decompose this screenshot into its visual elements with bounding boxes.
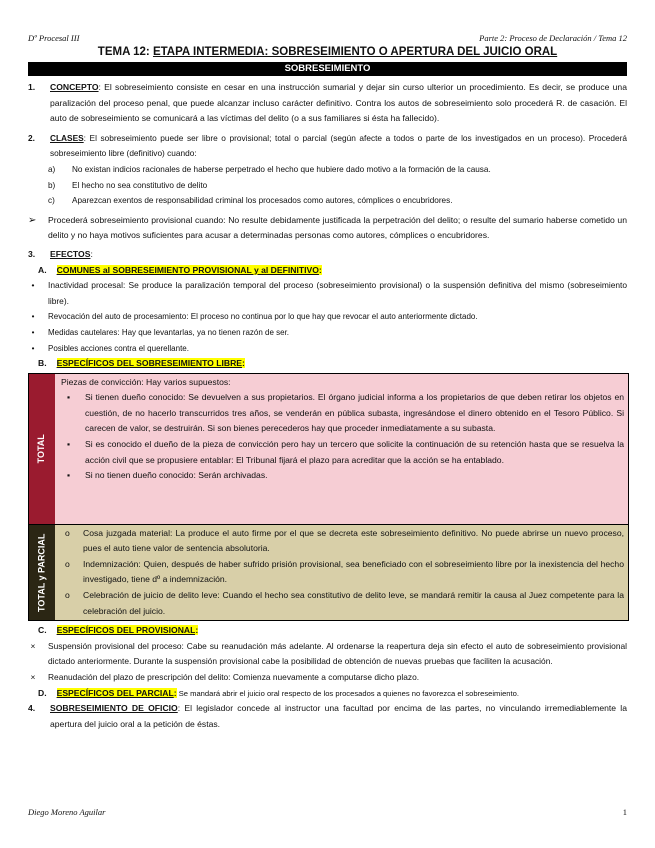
subsection-letter: D. [38, 687, 47, 698]
total-box [28, 373, 629, 525]
header-left: Dº Procesal III [28, 33, 80, 43]
item-text: Indemnización: Quien, después de haber sufrido prisión provisional, sea beneficiado con el sobreseimiento libre por la inexistencia del hecho investigado, tiene dº a indemnización. [83, 558, 624, 585]
provisional-text: Procederá sobreseimiento provisional cuando: No resulte debidamente justificada la perpetración del delito; o resulte del sumario haberse cometido un delito y no haya motivos suficientes para acusar a determinadas personas como autores, cómplices o encubridores. [48, 214, 627, 241]
section-band: SOBRESEIMIENTO [28, 62, 627, 76]
section-number: 2. [28, 132, 35, 143]
total-side-label: TOTAL [29, 374, 55, 524]
section-label: CLASES [50, 132, 84, 143]
item-text: Aparezcan exentos de responsabilidad criminal los procesados como autores, cómplices o encubridores. [72, 196, 453, 206]
subsection-c: C. ESPECÍFICOS DEL PROVISIONAL: [28, 623, 627, 639]
list-item [28, 193, 627, 209]
subsection-d: D. ESPECÍFICOS DEL PARCIAL: Se mandará abrir el juicio oral respecto de los procesados a quienes no favorezca el sobreseimiento. [28, 686, 627, 702]
page-title [0, 46, 655, 58]
total-intro: Piezas de convicción: Hay varios supuestos: [61, 376, 231, 387]
list-item [28, 178, 627, 194]
item-text: Inactividad procesal: Se produce la paralización temporal del proceso (sobreseimiento provisional) o la suspensión definitiva del mismo (sobreseimiento libre). [48, 280, 627, 306]
item-text: No existan indicios racionales de haberse perpetrado el hecho que hubiere dado motivo a la formación de la causa. [72, 164, 491, 174]
title-main: ETAPA INTERMEDIA: SOBRESEIMIENTO O APERTURA DEL JUICIO ORAL [152, 46, 558, 58]
list-item: • Medidas cautelares: Hay que levantarlas, ya no tienen razón de ser. [28, 325, 627, 341]
item-text: Suspensión provisional del proceso: Cabe su reanudación más adelante. Al ordenarse la reapertura deja sin efecto el auto de sobreseimiento provisional dictado anteriormente. Durante la suspensión provisional cabe la posibilidad de obtención de nuevas pruebas que faciliten la acusación. [48, 640, 627, 667]
list-item: × Suspensión provisional del proceso: Cabe su reanudación más adelante. Al ordenarse la reapertura deja sin efecto el auto de sobreseimiento provisional dictado anteriormente. Durante la suspensión provisional cabe la posibilidad de obtención de nuevas pruebas que faciliten la acusación. [28, 639, 627, 670]
item-text: Celebración de juicio de delito leve: Cuando el hecho sea constitutivo de delito leve, se mandará remitir la causa al Juez competente para la celebración del juicio. [83, 590, 624, 616]
arrow-icon: ➢ [28, 214, 37, 226]
item-text: Si es conocido el dueño de la pieza de convicción pero hay un tercero que solicite la continuación de su retención hasta que se resuelva la acción civil que se propusiere entablar: El Tribunal fijará el plazo para acreditar que la acción se ha entablado. [85, 439, 624, 465]
document-body [28, 80, 627, 732]
list-item: o Celebración de juicio de delito leve: Cuando el hecho sea constitutivo de delito leve, se mandará remitir la causa al Juez competente para la celebración del juicio. [61, 588, 624, 619]
section-oficio [28, 701, 627, 732]
page-header [28, 33, 627, 43]
list-item: • Posibles acciones contra el querellante. [28, 341, 627, 357]
item-text: Cosa juzgada material: La produce el auto firme por el que se decreta este sobreseimiento definitivo. No puede abrirse un nuevo proceso, pues el auto tiene valor de sentencia absolutoria. [83, 527, 624, 554]
item-text: Posibles acciones contra el querellante. [48, 343, 189, 353]
item-text: Medidas cautelares: Hay que levantarlas, ya no tienen razón de ser. [48, 327, 290, 337]
section-text: : El legislador concede al instructor una facultad por encima de las partes, no vinculando irremediablemente la apertura del juicio oral a la petición de éstas. [50, 703, 628, 729]
subsection-label: COMUNES al SOBRESEIMIENTO PROVISIONAL y al DEFINITIVO [56, 264, 319, 275]
item-text: Revocación del auto de procesamiento: El proceso no continua por lo que hay que revocar el auto anteriormente dictado. [48, 312, 478, 322]
list-item: ▪ Si no tienen dueño conocido: Serán archivadas. [61, 468, 624, 484]
section-label: CONCEPTO [50, 82, 99, 92]
subsection-letter: B. [38, 358, 47, 369]
list-item: ▪ Si tienen dueño conocido: Se devuelven a sus propietarios. El órgano judicial informa a los propietarios de que deben retirar los objetos en cuestión, de no hacerlo transcurridos tres años, se venderán en pública subasta, ingresándose el dinero obtenido en el Tesoro Público. Si carecen de valor, se destruirán. Si son bienes perecederos hay que proceder inmediatamente a su subasta. [61, 390, 624, 437]
subsection-text: Se mandará abrir el juicio oral respecto de los procesados a quienes no favorezca el sobreseimiento. [176, 688, 519, 698]
subsection-label: ESPECÍFICOS DEL PARCIAL [56, 687, 174, 698]
section-label: EFECTOS [50, 248, 91, 259]
section-clases [28, 131, 627, 162]
list-item: × Reanudación del plazo de prescripción del delito: Comienza nuevamente a computarse dicho plazo. [28, 670, 627, 686]
subsection-b: B. ESPECÍFICOS DEL SOBRESEIMIENTO LIBRE: [28, 356, 627, 372]
item-letter: c) [48, 196, 55, 206]
item-letter: a) [48, 164, 56, 174]
item-text: Si no tienen dueño conocido: Serán archivadas. [85, 470, 268, 481]
list-item: o Cosa juzgada material: La produce el auto firme por el que se decreta este sobreseimiento definitivo. No puede abrirse un nuevo proceso, pues el auto tiene valor de sentencia absolutoria. [61, 526, 624, 557]
section-concepto [28, 80, 627, 127]
provisional-note [28, 213, 627, 244]
subsection-letter: C. [38, 625, 47, 636]
subsection-label: ESPECÍFICOS DEL SOBRESEIMIENTO LIBRE [56, 358, 243, 369]
section-text: : El sobreseimiento puede ser libre o provisional; total o parcial (según afecte a todos o parte de los investigados en un proceso). Procederá sobreseimiento libre (definitivo) cuando: [50, 132, 627, 159]
list-item: • Inactividad procesal: Se produce la paralización temporal del proceso (sobreseimiento provisional) o la suspensión definitiva del mismo (sobreseimiento libre). [28, 278, 627, 309]
item-text: Reanudación del plazo de prescripción del delito: Comienza nuevamente a computarse dicho plazo. [48, 672, 420, 683]
total-parcial-side-label: TOTAL y PARCIAL [29, 525, 55, 621]
subsection-letter: A. [38, 264, 47, 275]
section-number: 1. [28, 82, 36, 92]
list-item: ▪ Si es conocido el dueño de la pieza de convicción pero hay un tercero que solicite la continuación de su retención hasta que se resuelva la acción civil que se propusiere entablar: El Tribunal fijará el plazo para acreditar que la acción se ha entablado. [61, 437, 624, 468]
total-parcial-box [28, 525, 629, 622]
item-text: Si tienen dueño conocido: Se devuelven a sus propietarios. El órgano judicial informa a los propietarios de que deben retirar los objetos en cuestión, de no hacerlo transcurridos tres años, se venderán en pública subasta, ingresándose el dinero obtenido en el Tesoro Público. Si carecen de valor, se destruirán. Si son bienes perecederos hay que proceder inmediatamente a su subasta. [85, 392, 624, 434]
section-number: 3. [28, 248, 36, 259]
title-prefix: TEMA 12: [97, 46, 153, 58]
subsection-label: ESPECÍFICOS DEL PROVISIONAL [56, 625, 196, 636]
list-item: • Revocación del auto de procesamiento: El proceso no continua por lo que hay que revocar el auto anteriormente dictado. [28, 309, 627, 325]
section-colon: : [90, 248, 93, 259]
section-number: 4. [28, 703, 36, 714]
header-right: Parte 2: Proceso de Declaración / Tema 12 [479, 33, 627, 43]
list-item [28, 162, 627, 178]
subsection-a: A. COMUNES al SOBRESEIMIENTO PROVISIONAL y al DEFINITIVO: [28, 263, 627, 279]
page-footer [28, 807, 627, 817]
footer-author: Diego Moreno Aguilar [28, 807, 106, 817]
page-number: 1 [622, 807, 627, 817]
section-efectos [28, 247, 627, 263]
item-text: El hecho no sea constitutivo de delito [72, 180, 208, 190]
list-item: o Indemnización: Quien, después de haber sufrido prisión provisional, sea beneficiado con el sobreseimiento libre por la inexistencia del hecho investigado, tiene dº a indemnización. [61, 557, 624, 588]
section-text: : El sobreseimiento consiste en cesar en una instrucción sumarial y dejar sin curso ulterior un procedimiento. Es decir, se produce una paralización del proceso penal, que puede alcanzar incluso carácter definitivo. Contra los autos de sobreseimiento solo procederá R. de casación. El auto de sobreseimiento se comunicará a las víctimas del delito (o a sus familiares si ésta ha fallecido). [50, 82, 627, 124]
item-letter: b) [48, 180, 56, 190]
section-label: SOBRESEIMIENTO DE OFICIO [50, 703, 178, 714]
